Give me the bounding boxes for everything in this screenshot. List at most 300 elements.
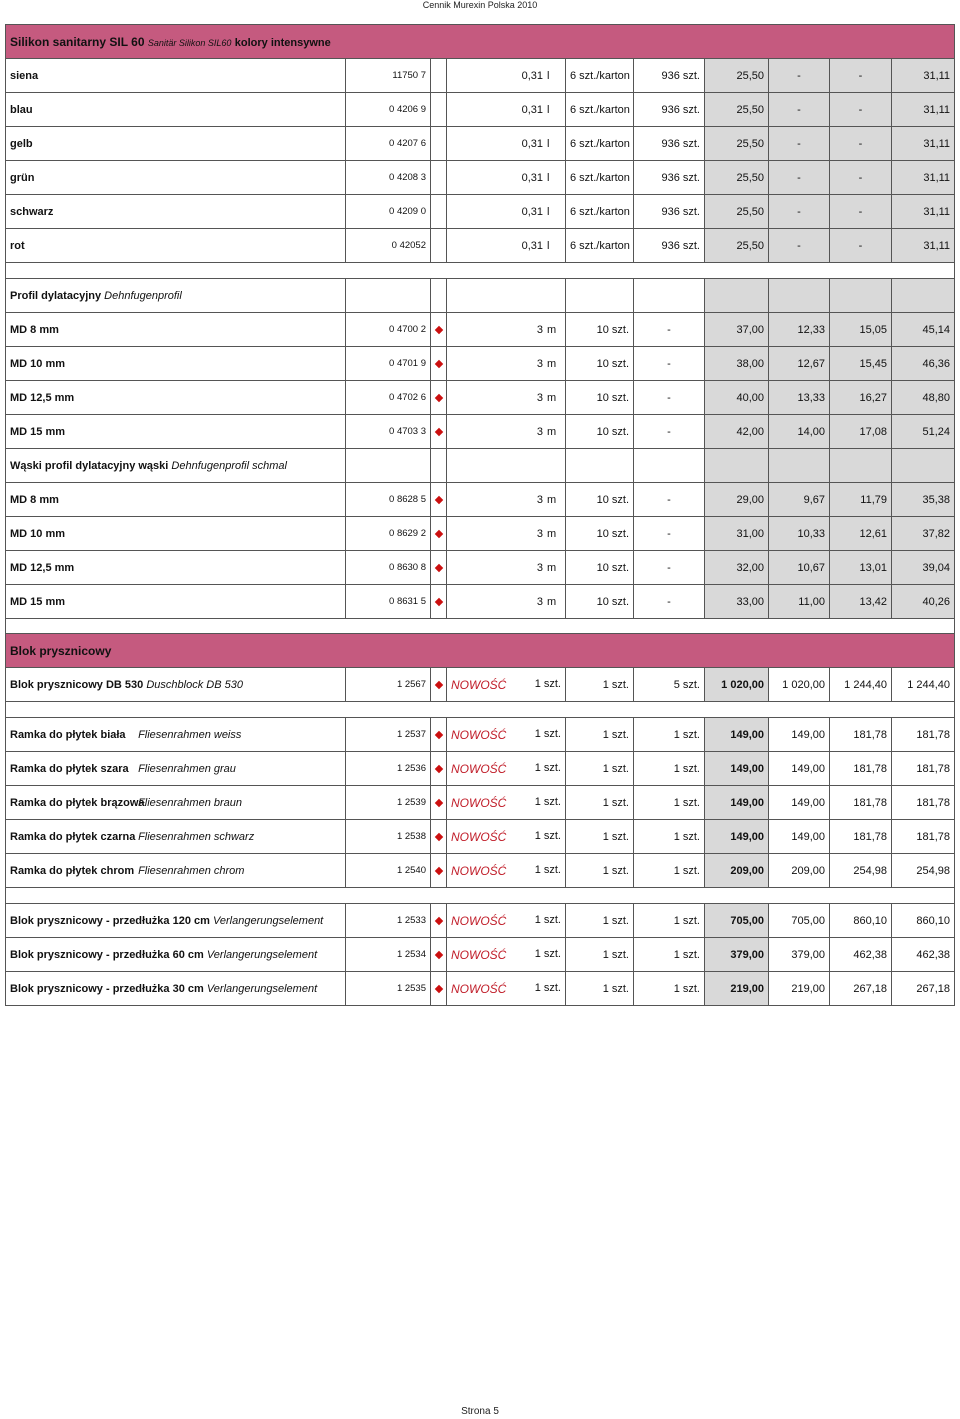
pack-cell: 10 szt. (566, 347, 634, 381)
marker-cell (431, 483, 447, 517)
price-2: 13,33 (769, 381, 830, 415)
quantity-unit: m (547, 357, 557, 370)
spacer-row (6, 263, 955, 279)
novelty-label: NOWOŚĆ (451, 947, 507, 962)
product-name-de: Fliesenrahmen schwarz (138, 830, 255, 843)
product-code: 1 2534 (346, 938, 431, 972)
price-1: 25,50 (705, 229, 769, 263)
product-code: 11750 7 (346, 59, 431, 93)
price-2: 12,67 (769, 347, 830, 381)
price-2: - (769, 127, 830, 161)
quantity-value: 1 szt. (534, 947, 561, 960)
blank-cell (705, 279, 769, 313)
marker-cell (431, 415, 447, 449)
novelty-label: NOWOŚĆ (451, 727, 507, 742)
price-1: 32,00 (705, 551, 769, 585)
marker-cell (431, 229, 447, 263)
pallet-cell: 936 szt. (634, 161, 705, 195)
pack-cell: 1 szt. (566, 786, 634, 820)
blank-cell (892, 279, 955, 313)
novelty-label: NOWOŚĆ (451, 829, 507, 844)
diamond-marker-icon (434, 495, 442, 503)
product-code: 1 2533 (346, 904, 431, 938)
price-3: - (830, 161, 892, 195)
pallet-cell: - (634, 551, 705, 585)
diamond-marker-icon (434, 866, 442, 874)
product-code: 0 4701 9 (346, 347, 431, 381)
section-title-silikon (6, 25, 955, 59)
product-name: grün (6, 161, 346, 195)
quantity-unit: m (547, 323, 557, 336)
product-name: MD 15 mm (6, 415, 346, 449)
novelty-label: NOWOŚĆ (451, 761, 507, 776)
price-3: 181,78 (830, 820, 892, 854)
pallet-cell: 5 szt. (634, 668, 705, 702)
product-name: MD 10 mm (6, 347, 346, 381)
price-2: - (769, 229, 830, 263)
price-2: 219,00 (769, 972, 830, 1006)
quantity-value: 1 szt. (534, 863, 561, 876)
table-row (6, 668, 955, 702)
table-row (6, 381, 955, 415)
marker-cell (431, 972, 447, 1006)
price-table (5, 24, 955, 1006)
profil-title-pl: Profil dylatacyjny (10, 289, 102, 302)
profil-title-de: Dehnfugenprofil (104, 289, 182, 302)
price-3: 860,10 (830, 904, 892, 938)
spacer-row-cell (6, 619, 955, 634)
marker-cell (431, 517, 447, 551)
product-name (6, 786, 346, 820)
product-name: gelb (6, 127, 346, 161)
quantity-unit: m (547, 391, 557, 404)
table-row (6, 195, 955, 229)
product-code: 1 2535 (346, 972, 431, 1006)
product-name: rot (6, 229, 346, 263)
novelty-badge (447, 718, 566, 752)
price-1: 705,00 (705, 904, 769, 938)
quantity-value: 3 (536, 527, 543, 540)
price-3: - (830, 127, 892, 161)
quantity-value: 0,31 (521, 205, 543, 218)
quantity-value: 1 szt. (534, 913, 561, 926)
page-number: Strona 5 (461, 1406, 499, 1417)
quantity-unit: l (547, 171, 550, 184)
spacer-row (6, 619, 955, 634)
quantity-value: 0,31 (521, 137, 543, 150)
price-2: - (769, 93, 830, 127)
price-4: 31,11 (892, 195, 955, 229)
quantity-value: 1 szt. (534, 829, 561, 842)
quantity-unit: m (547, 493, 557, 506)
price-4: 40,26 (892, 585, 955, 619)
silikon-tail: kolory intensywne (234, 36, 331, 49)
price-1: 25,50 (705, 93, 769, 127)
product-name (6, 972, 346, 1006)
price-1: 38,00 (705, 347, 769, 381)
price-1: 42,00 (705, 415, 769, 449)
quantity-value: 0,31 (521, 69, 543, 82)
price-1: 149,00 (705, 820, 769, 854)
quantity-unit: m (547, 561, 557, 574)
product-name-pl: Ramka do płytek brązowa (10, 796, 145, 809)
pack-cell: 1 szt. (566, 668, 634, 702)
pallet-cell: 936 szt. (634, 127, 705, 161)
pallet-cell: 1 szt. (634, 718, 705, 752)
running-header: Cennik Murexin Polska 2010 (422, 0, 538, 10)
price-1: 40,00 (705, 381, 769, 415)
product-code: 1 2537 (346, 718, 431, 752)
diamond-marker-icon (434, 950, 442, 958)
price-3: - (830, 93, 892, 127)
pallet-cell: 1 szt. (634, 786, 705, 820)
blank-cell (830, 279, 892, 313)
product-code: 0 4700 2 (346, 313, 431, 347)
quantity-cell (447, 347, 566, 381)
product-code: 0 4206 9 (346, 93, 431, 127)
price-4: 1 244,40 (892, 668, 955, 702)
price-1: 33,00 (705, 585, 769, 619)
product-name (6, 718, 346, 752)
table-row (6, 854, 955, 888)
price-4: 181,78 (892, 786, 955, 820)
novelty-label: NOWOŚĆ (451, 795, 507, 810)
quantity-value: 3 (536, 493, 543, 506)
product-code: 0 4209 0 (346, 195, 431, 229)
marker-cell (431, 668, 447, 702)
quantity-cell (447, 381, 566, 415)
quantity-value: 0,31 (521, 239, 543, 252)
product-code: 1 2567 (346, 668, 431, 702)
pallet-cell: - (634, 381, 705, 415)
marker-cell (431, 786, 447, 820)
price-3: 1 244,40 (830, 668, 892, 702)
silikon-subtitle: Sanitär Silikon SIL60 (147, 37, 232, 48)
novelty-label: NOWOŚĆ (451, 981, 507, 996)
table-row (6, 127, 955, 161)
diamond-marker-icon (434, 359, 442, 367)
price-3: 12,61 (830, 517, 892, 551)
pallet-cell: 936 szt. (634, 195, 705, 229)
price-2: 705,00 (769, 904, 830, 938)
product-name: schwarz (6, 195, 346, 229)
price-1: 37,00 (705, 313, 769, 347)
price-1: 149,00 (705, 752, 769, 786)
quantity-cell (447, 517, 566, 551)
price-2: 12,33 (769, 313, 830, 347)
price-3: 267,18 (830, 972, 892, 1006)
price-1: 25,50 (705, 127, 769, 161)
pack-cell: 1 szt. (566, 938, 634, 972)
spacer-row-cell (6, 702, 955, 718)
quantity-value: 1 szt. (534, 761, 561, 774)
quantity-unit: l (547, 137, 550, 150)
price-1: 209,00 (705, 854, 769, 888)
product-code: 0 4703 3 (346, 415, 431, 449)
quantity-value: 3 (536, 595, 543, 608)
pallet-cell: 936 szt. (634, 93, 705, 127)
price-4: 37,82 (892, 517, 955, 551)
section-header-silikon (6, 25, 955, 59)
price-1: 149,00 (705, 786, 769, 820)
price-3: 462,38 (830, 938, 892, 972)
waski-title-pl: Wąski profil dylatacyjny wąski (10, 459, 169, 472)
price-3: 13,42 (830, 585, 892, 619)
product-code: 0 8628 5 (346, 483, 431, 517)
product-name-pl: Blok prysznicowy - przedłużka 120 cm (10, 914, 210, 927)
blank-cell (892, 449, 955, 483)
price-3: 181,78 (830, 786, 892, 820)
product-code: 0 4702 6 (346, 381, 431, 415)
price-1: 31,00 (705, 517, 769, 551)
diamond-marker-icon (434, 529, 442, 537)
diamond-marker-icon (434, 984, 442, 992)
product-code: 1 2539 (346, 786, 431, 820)
pack-cell: 10 szt. (566, 483, 634, 517)
price-1: 219,00 (705, 972, 769, 1006)
table-row (6, 786, 955, 820)
quantity-unit: l (547, 69, 550, 82)
price-2: 149,00 (769, 820, 830, 854)
pack-cell: 1 szt. (566, 972, 634, 1006)
pack-cell: 10 szt. (566, 415, 634, 449)
price-4: 45,14 (892, 313, 955, 347)
product-code: 1 2536 (346, 752, 431, 786)
marker-cell (431, 127, 447, 161)
table-row (6, 229, 955, 263)
price-4: 31,11 (892, 59, 955, 93)
table-row (6, 313, 955, 347)
price-4: 31,11 (892, 93, 955, 127)
quantity-unit: m (547, 425, 557, 438)
price-2: 1 020,00 (769, 668, 830, 702)
marker-cell (431, 313, 447, 347)
price-4: 31,11 (892, 229, 955, 263)
pack-cell: 1 szt. (566, 820, 634, 854)
marker-cell (431, 585, 447, 619)
product-name: MD 8 mm (6, 313, 346, 347)
profil (6, 279, 955, 313)
diamond-marker-icon (434, 680, 442, 688)
price-1: 25,50 (705, 195, 769, 229)
novelty-badge (447, 904, 566, 938)
blank-cell (346, 279, 431, 313)
product-name: MD 15 mm (6, 585, 346, 619)
product-name: siena (6, 59, 346, 93)
marker-cell (431, 551, 447, 585)
marker-cell (431, 195, 447, 229)
product-name (6, 752, 346, 786)
table-row (6, 718, 955, 752)
pack-cell: 6 szt./karton (566, 229, 634, 263)
price-2: - (769, 59, 830, 93)
price-1: 379,00 (705, 938, 769, 972)
pack-cell: 10 szt. (566, 585, 634, 619)
pack-cell: 6 szt./karton (566, 93, 634, 127)
price-3: 16,27 (830, 381, 892, 415)
pallet-cell: 1 szt. (634, 938, 705, 972)
spacer-row (6, 702, 955, 718)
product-name: MD 10 mm (6, 517, 346, 551)
pack-cell: 6 szt./karton (566, 195, 634, 229)
table-row (6, 551, 955, 585)
blank-cell (566, 449, 634, 483)
diamond-marker-icon (434, 325, 442, 333)
table-row (6, 938, 955, 972)
marker-cell (431, 161, 447, 195)
price-3: 181,78 (830, 752, 892, 786)
price-2: - (769, 161, 830, 195)
price-1: 25,50 (705, 161, 769, 195)
product-name-de: Verlangerungselement (206, 948, 318, 961)
price-1: 149,00 (705, 718, 769, 752)
quantity-value: 1 szt. (534, 727, 561, 740)
pack-cell: 10 szt. (566, 551, 634, 585)
quantity-value: 0,31 (521, 171, 543, 184)
table-row (6, 752, 955, 786)
novelty-badge (447, 938, 566, 972)
pack-cell: 1 szt. (566, 904, 634, 938)
price-3: 13,01 (830, 551, 892, 585)
novelty-badge (447, 820, 566, 854)
table-row (6, 517, 955, 551)
quantity-cell (447, 415, 566, 449)
table-row (6, 972, 955, 1006)
waski-title-de: Dehnfugenprofil schmal (171, 459, 287, 472)
quantity-cell (447, 551, 566, 585)
price-4: 181,78 (892, 752, 955, 786)
section-header-blok (6, 634, 955, 668)
price-3: - (830, 229, 892, 263)
product-name-de: Verlangerungselement (212, 914, 324, 927)
price-2: 10,67 (769, 551, 830, 585)
pack-cell: 6 szt./karton (566, 161, 634, 195)
product-name-pl: Ramka do płytek czarna (10, 830, 136, 843)
quantity-value: 1 szt. (534, 677, 561, 690)
diamond-marker-icon (434, 798, 442, 806)
quantity-cell (447, 93, 566, 127)
product-code: 0 8630 8 (346, 551, 431, 585)
quantity-unit: l (547, 239, 550, 252)
price-3: 11,79 (830, 483, 892, 517)
pallet-cell: 1 szt. (634, 854, 705, 888)
pack-cell: 6 szt./karton (566, 59, 634, 93)
novelty-label: NOWOŚĆ (451, 863, 507, 878)
price-4: 181,78 (892, 718, 955, 752)
quantity-value: 0,31 (521, 103, 543, 116)
diamond-marker-icon (434, 393, 442, 401)
price-4: 31,11 (892, 161, 955, 195)
price-4: 181,78 (892, 820, 955, 854)
product-name (6, 938, 346, 972)
table-row (6, 820, 955, 854)
novelty-badge (447, 786, 566, 820)
price-2: 209,00 (769, 854, 830, 888)
blank-cell (447, 449, 566, 483)
marker-cell (431, 59, 447, 93)
price-3: - (830, 195, 892, 229)
product-name: MD 12,5 mm (6, 381, 346, 415)
diamond-marker-icon (434, 832, 442, 840)
table-row (6, 585, 955, 619)
pack-cell: 10 szt. (566, 517, 634, 551)
price-4: 35,38 (892, 483, 955, 517)
silikon-title: Silikon sanitarny SIL 60 (10, 34, 145, 49)
product-code: 0 42052 (346, 229, 431, 263)
pack-cell: 1 szt. (566, 854, 634, 888)
quantity-cell (447, 127, 566, 161)
section-title-blok: Blok prysznicowy (6, 634, 955, 668)
pallet-cell: 1 szt. (634, 972, 705, 1006)
spacer-row-cell (6, 263, 955, 279)
table-row (6, 483, 955, 517)
diamond-marker-icon (434, 916, 442, 924)
price-2: 9,67 (769, 483, 830, 517)
quantity-value: 3 (536, 323, 543, 336)
pallet-cell: 1 szt. (634, 820, 705, 854)
waski (6, 449, 955, 483)
price-3: 181,78 (830, 718, 892, 752)
pack-cell: 10 szt. (566, 381, 634, 415)
diamond-marker-icon (434, 597, 442, 605)
table-row (6, 59, 955, 93)
product-code: 1 2540 (346, 854, 431, 888)
novelty-label: NOWOŚĆ (451, 677, 507, 692)
quantity-cell (447, 229, 566, 263)
pallet-cell: - (634, 347, 705, 381)
quantity-cell (447, 195, 566, 229)
table-body (6, 25, 955, 1006)
pallet-cell: - (634, 517, 705, 551)
price-4: 860,10 (892, 904, 955, 938)
marker-cell (431, 854, 447, 888)
product-name: MD 8 mm (6, 483, 346, 517)
blank-cell (705, 449, 769, 483)
pack-cell: 1 szt. (566, 752, 634, 786)
price-4: 267,18 (892, 972, 955, 1006)
product-name-de: Fliesenrahmen braun (138, 796, 243, 809)
novelty-badge (447, 668, 566, 702)
product-code: 0 8629 2 (346, 517, 431, 551)
product-name-pl: Blok prysznicowy - przedłużka 30 cm (10, 982, 204, 995)
spacer-row (6, 888, 955, 904)
diamond-marker-icon (434, 764, 442, 772)
novelty-badge (447, 752, 566, 786)
table-row (6, 347, 955, 381)
price-3: 254,98 (830, 854, 892, 888)
marker-cell (431, 93, 447, 127)
table-row (6, 904, 955, 938)
novelty-badge (447, 854, 566, 888)
product-code: 0 8631 5 (346, 585, 431, 619)
profil-title (6, 279, 346, 313)
price-4: 254,98 (892, 854, 955, 888)
product-name (6, 668, 346, 702)
price-2: - (769, 195, 830, 229)
product-name-de: Fliesenrahmen chrom (138, 864, 245, 877)
quantity-value: 3 (536, 391, 543, 404)
pack-cell: 6 szt./karton (566, 127, 634, 161)
product-name (6, 820, 346, 854)
price-2: 149,00 (769, 752, 830, 786)
diamond-marker-icon (434, 730, 442, 738)
quantity-cell (447, 161, 566, 195)
pallet-cell: - (634, 415, 705, 449)
price-3: 17,08 (830, 415, 892, 449)
pack-cell: 1 szt. (566, 718, 634, 752)
price-4: 51,24 (892, 415, 955, 449)
product-name (6, 854, 346, 888)
